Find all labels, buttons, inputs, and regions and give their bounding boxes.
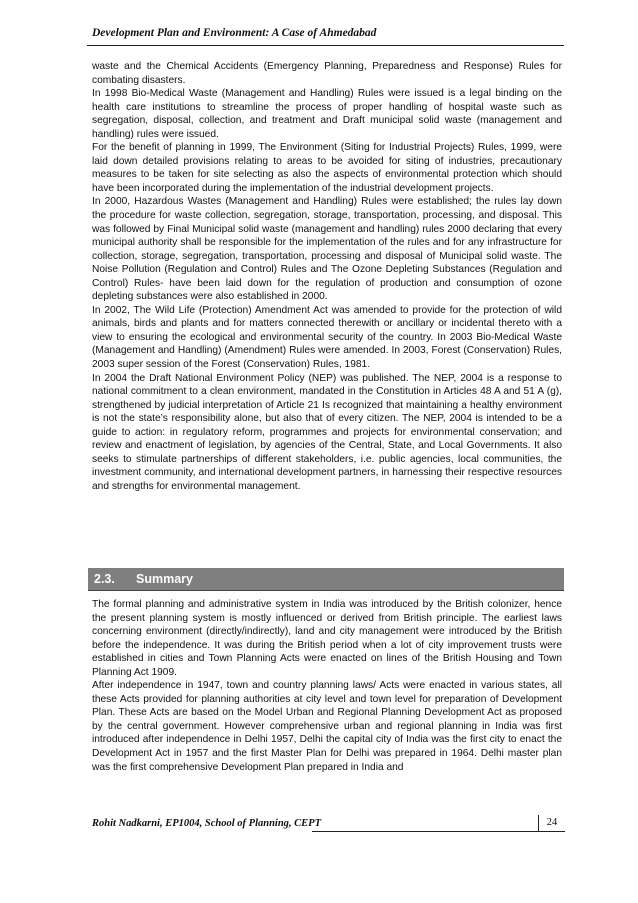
paragraph: After independence in 1947, town and country planning laws/ Acts were enacted in various states, all these Acts provided for planning authorities at city level and town level for preparation of Development Plan. These Acts are based on the Model Urban and Regional Planning Development Act as proposed by the central government. However comprehensive urban and regional planning in India was first introduced after independence in Delhi 1957, Delhi the capital city of India was the first city to enact the Development Act in 1957 and the first Master Plan for Delhi was prepared in 1964. Delhi master plan was the first comprehensive Development Plan prepared in India and bbox=[92, 680, 562, 773]
footer-rule bbox=[312, 831, 538, 832]
paragraph: For the benefit of planning in 1999, The Environment (Siting for Industrial Projects) Rules, 1999, were laid down detailed provisions relating to areas to be avoided for siting of industries, precautionary measures to be taken for site selecting as also the aspects of environmental protection which should have been incorporated during the implementation of the industrial development projects. bbox=[92, 142, 562, 194]
paragraph: In 2000, Hazardous Wastes (Management and Handling) Rules were established; the rules lay down the procedure for waste collection, segregation, storage, transportation, processing, and disposal. This was followed by Final Municipal solid waste (management and handling) rules 2000 declaring that every municipal authority shall be responsible for the implementation of the rules and for any infrastructure for collection, storage, segregation, transportation, processing and disposal of Municipal solid waste. The Noise Pollution (Regulation and Control) Rules and The Ozone Depleting Substances (Regulation and Control) Rules- have been laid down for the regulation of production and consumption of ozone depleting substances were also established in 2000. bbox=[92, 196, 562, 303]
section-heading bbox=[88, 568, 564, 591]
header-rule bbox=[87, 45, 564, 46]
section-number: 2.3. bbox=[94, 572, 115, 586]
paragraph: The formal planning and administrative system in India was introduced by the British colonizer, hence the present planning system is mostly influenced or derived from British principle. The earliest laws concerning environment (directly/indirectly), land and city management were introduced by the British before the independence. It was during the British period when a lot of city improvement trusts were established in cities and Town Planning Acts were enacted on lines of the British Housing and Town Planning Act 1909. bbox=[92, 599, 562, 678]
running-header: Development Plan and Environment: A Case of Ahmedabad bbox=[92, 27, 377, 39]
section-title: Summary bbox=[136, 572, 193, 586]
paragraph: In 2004 the Draft National Environment Policy (NEP) was published. The NEP, 2004 is a response to national commitment to a clean environment, mandated in the Constitution in Articles 48 A and 51 A (g), strengthened by judicial interpretation of Article 21 Is recognized that maintaining a healthy environment is not the state’s responsibility alone, but also that of every citizen. The NEP, 2004 is intended to be a guide to action: in regulatory reform, programmes and projects for environmental conservation; and review and enactment of legislation, by agencies of the Central, State, and Local Governments. It also seeks to stimulate partnerships of different stakeholders, i.e. public agencies, local communities, the investment community, and international development partners, in harnessing their respective resources and strengths for environmental management. bbox=[92, 372, 562, 492]
summary-text bbox=[92, 598, 562, 774]
paragraph: In 1998 Bio-Medical Waste (Management and Handling) Rules were issued is a legal binding on the health care institutions to streamline the process of proper handling of hospital waste such as segregation, disposal, collection, and treatment and Draft municipal solid waste (management and handling) rules were issued. bbox=[92, 88, 562, 140]
paragraph: waste and the Chemical Accidents (Emergency Planning, Preparedness and Response) Rules for combating disasters. bbox=[92, 61, 562, 86]
paragraph: In 2002, The Wild Life (Protection) Amendment Act was amended to provide for the protection of wild animals, birds and plants and for matters connected therewith or ancillary or incidental thereto with a view to ensuring the ecological and environmental security of the country. In 2003 Bio-Medical Waste (Management and Handling) (Amendment) Rules were amended. In 2003, Forest (Conservation) Rules, 2003 super session of the Forest (Conservation) Rules, 1981. bbox=[92, 304, 562, 371]
footer-author-line: Rohit Nadkarni, EP1004, School of Planning, CEPT bbox=[92, 818, 322, 829]
body-text bbox=[92, 60, 562, 494]
page-number: 24 bbox=[538, 815, 565, 832]
